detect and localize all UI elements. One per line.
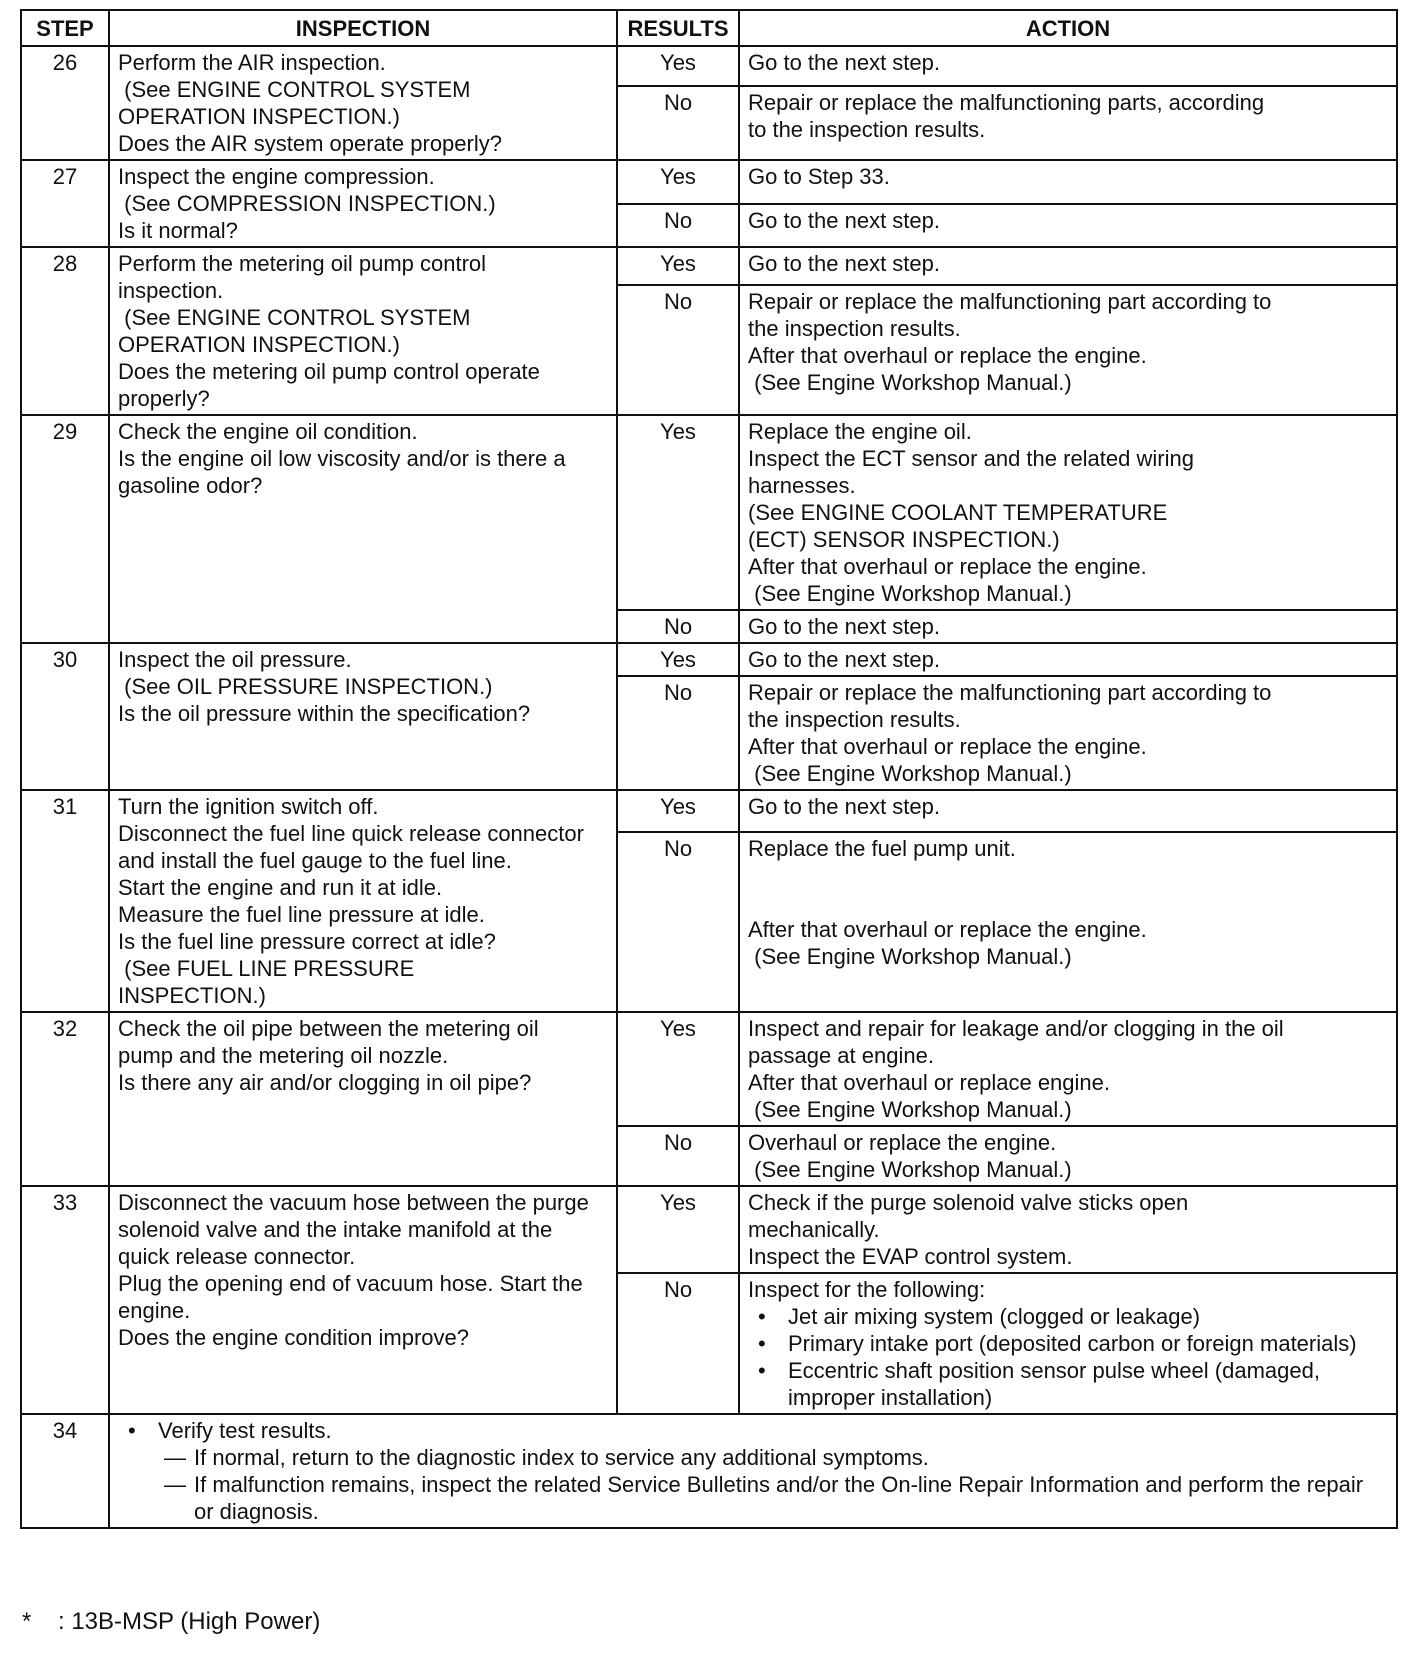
action-line: (See Engine Workshop Manual.)	[748, 1157, 1072, 1182]
action-line: Repair or replace the malfunctioning parts, according	[748, 90, 1265, 116]
inspection-line: Inspect the engine compression.	[118, 164, 435, 189]
action-line: Go to Step 33.	[748, 164, 890, 189]
inspection-cell	[109, 415, 617, 643]
action-line: After that overhaul or replace engine.	[748, 1070, 1111, 1095]
inspection-line: Check the engine oil condition.	[118, 419, 418, 444]
action-line: (See ENGINE COOLANT TEMPERATURE	[748, 500, 1168, 525]
inspection-line: Does the metering oil pump control operate	[118, 359, 540, 384]
action-line	[748, 889, 1388, 916]
table-row	[21, 415, 1397, 610]
result-cell: No	[617, 676, 739, 790]
action-line: Go to the next step.	[748, 207, 941, 233]
inspection-line: Does the engine condition improve?	[118, 1325, 470, 1350]
step-number-cell: 31	[21, 790, 109, 1012]
inspection-line: and install the fuel gauge to the fuel line.	[118, 848, 512, 873]
inspection-cell	[109, 1186, 617, 1414]
inspection-line: Check the oil pipe between the metering oil	[118, 1016, 539, 1041]
action-cell	[739, 610, 1397, 643]
footnote-text: : 13B-MSP (High Power)	[58, 1608, 321, 1635]
inspection-cell	[109, 1012, 617, 1186]
inspection-line: Perform the AIR inspection.	[118, 50, 386, 75]
result-cell: No	[617, 1126, 739, 1186]
action-line: Inspect the EVAP control system.	[748, 1244, 1073, 1269]
action-cell	[739, 676, 1397, 790]
verify-sub-item	[118, 1444, 1388, 1471]
final-verification-cell	[109, 1414, 1397, 1528]
result-cell: Yes	[617, 790, 739, 832]
action-line: passage at engine.	[748, 1043, 934, 1068]
inspection-line: (See ENGINE CONTROL SYSTEM	[118, 77, 471, 102]
action-line: Replace the engine oil.	[748, 419, 972, 444]
action-cell	[739, 46, 1397, 86]
table-row	[21, 1414, 1397, 1528]
inspection-cell	[109, 247, 617, 415]
inspection-line: (See OIL PRESSURE INSPECTION.)	[118, 674, 493, 699]
inspection-line: Inspect the oil pressure.	[118, 647, 352, 672]
action-line: (ECT) SENSOR INSPECTION.)	[748, 527, 1060, 552]
action-line: (See Engine Workshop Manual.)	[748, 1097, 1072, 1122]
inspection-line: (See ENGINE CONTROL SYSTEM	[118, 305, 471, 330]
inspection-line: Disconnect the fuel line quick release connector	[118, 821, 584, 846]
inspection-line: Measure the fuel line pressure at idle.	[118, 902, 485, 927]
action-cell	[739, 1126, 1397, 1186]
step-number-cell: 27	[21, 160, 109, 247]
inspection-line: inspection.	[118, 278, 224, 303]
action-line: (See Engine Workshop Manual.)	[748, 369, 1072, 395]
inspection-line: (See COMPRESSION INSPECTION.)	[118, 191, 496, 216]
step-number-cell: 30	[21, 643, 109, 790]
inspection-line: engine.	[118, 1298, 191, 1323]
action-cell	[739, 1273, 1397, 1414]
action-line: After that overhaul or replace the engine.	[748, 342, 1147, 368]
action-line: to the inspection results.	[748, 117, 986, 143]
action-cell	[739, 1012, 1397, 1126]
action-bullet-item: • Primary intake port (deposited carbon or foreign materials)	[748, 1330, 1388, 1357]
inspection-line: Perform the metering oil pump control	[118, 251, 487, 276]
action-line: Go to the next step.	[748, 614, 941, 639]
action-cell	[739, 204, 1397, 248]
action-line: the inspection results.	[748, 707, 961, 732]
footnote	[22, 1608, 320, 1636]
action-line: Inspect the ECT sensor and the related wiring	[748, 446, 1194, 471]
inspection-cell	[109, 46, 617, 160]
action-line: (See Engine Workshop Manual.)	[748, 944, 1072, 970]
inspection-line: Disconnect the vacuum hose between the purge	[118, 1190, 589, 1215]
result-cell: Yes	[617, 643, 739, 676]
result-cell: Yes	[617, 415, 739, 610]
inspection-line: solenoid valve and the intake manifold at the	[118, 1217, 553, 1242]
result-cell: No	[617, 1273, 739, 1414]
result-cell: Yes	[617, 1186, 739, 1273]
result-cell: No	[617, 610, 739, 643]
action-cell	[739, 86, 1397, 160]
action-line: Go to the next step.	[748, 50, 941, 75]
table-row	[21, 1186, 1397, 1273]
result-cell: Yes	[617, 46, 739, 86]
action-cell	[739, 285, 1397, 415]
step-number-cell: 26	[21, 46, 109, 160]
inspection-line: Is there any air and/or clogging in oil pipe?	[118, 1070, 532, 1095]
table-row	[21, 247, 1397, 285]
step-number-cell: 32	[21, 1012, 109, 1186]
header-inspection: INSPECTION	[109, 10, 617, 46]
inspection-line: Is the oil pressure within the specification?	[118, 701, 531, 726]
inspection-line: gasoline odor?	[118, 473, 263, 498]
action-line: Repair or replace the malfunctioning part according to	[748, 288, 1272, 314]
action-cell	[739, 1186, 1397, 1273]
inspection-cell	[109, 160, 617, 247]
header-results: RESULTS	[617, 10, 739, 46]
inspection-cell	[109, 790, 617, 1012]
action-line: Replace the fuel pump unit.	[748, 836, 1016, 862]
result-cell: No	[617, 86, 739, 160]
action-line: Go to the next step.	[748, 794, 941, 819]
action-cell	[739, 790, 1397, 832]
inspection-line: Is the fuel line pressure correct at idle?	[118, 929, 496, 954]
inspection-line: Plug the opening end of vacuum hose. Start the	[118, 1271, 583, 1296]
table-row	[21, 1012, 1397, 1126]
inspection-line: Is the engine oil low viscosity and/or is there a	[118, 446, 566, 471]
action-bullet-item: • Jet air mixing system (clogged or leakage)	[748, 1303, 1388, 1330]
action-cell	[739, 832, 1397, 1012]
action-bullet-item: • Eccentric shaft position sensor pulse wheel (damaged, improper installation)	[748, 1357, 1388, 1411]
action-line: After that overhaul or replace the engine.	[748, 554, 1147, 579]
result-cell: Yes	[617, 247, 739, 285]
result-cell: Yes	[617, 1012, 739, 1126]
diagnostic-table	[20, 9, 1398, 1529]
action-line: Go to the next step.	[748, 251, 941, 276]
table-row	[21, 643, 1397, 676]
table-body	[21, 46, 1397, 1528]
table-row	[21, 46, 1397, 86]
verify-sub-item	[118, 1471, 1388, 1525]
result-cell: No	[617, 204, 739, 248]
action-cell	[739, 160, 1397, 204]
inspection-line: properly?	[118, 386, 210, 411]
action-line: harnesses.	[748, 473, 856, 498]
action-line: (See Engine Workshop Manual.)	[748, 581, 1072, 606]
step-number-cell: 34	[21, 1414, 109, 1528]
inspection-line: Is it normal?	[118, 218, 238, 243]
step-number-cell: 29	[21, 415, 109, 643]
step-number-cell: 33	[21, 1186, 109, 1414]
verify-sub-text: If malfunction remains, inspect the related Service Bulletins and/or the On-line Repair Information and perform the repair or diagnosis.	[194, 1472, 1364, 1524]
inspection-line: OPERATION INSPECTION.)	[118, 332, 400, 357]
header-step: STEP	[21, 10, 109, 46]
action-line: the inspection results.	[748, 315, 961, 341]
inspection-line: Turn the ignition switch off.	[118, 794, 379, 819]
action-line: After that overhaul or replace the engine.	[748, 917, 1147, 943]
action-line: Check if the purge solenoid valve sticks open	[748, 1190, 1189, 1215]
action-line: Go to the next step.	[748, 647, 941, 672]
inspection-cell	[109, 643, 617, 790]
result-cell: No	[617, 285, 739, 415]
action-line: Inspect for the following:	[748, 1277, 986, 1302]
inspection-line: OPERATION INSPECTION.)	[118, 104, 400, 129]
step-number-cell: 28	[21, 247, 109, 415]
table-row	[21, 160, 1397, 204]
action-line: (See Engine Workshop Manual.)	[748, 761, 1072, 786]
diagnostic-procedure-sheet	[20, 9, 1396, 1529]
action-line: Repair or replace the malfunctioning part according to	[748, 680, 1272, 705]
action-line	[748, 862, 1388, 889]
action-cell	[739, 247, 1397, 285]
header-action: ACTION	[739, 10, 1397, 46]
verify-bullet: • Verify test results.	[118, 1417, 1388, 1444]
action-cell	[739, 415, 1397, 610]
inspection-line: quick release connector.	[118, 1244, 356, 1269]
action-line: After that overhaul or replace the engine.	[748, 734, 1147, 759]
action-line: Overhaul or replace the engine.	[748, 1130, 1057, 1155]
dash-marker: —	[164, 1472, 186, 1497]
dash-marker: —	[164, 1445, 186, 1470]
action-cell	[739, 643, 1397, 676]
inspection-line: Does the AIR system operate properly?	[118, 131, 502, 156]
inspection-line: (See FUEL LINE PRESSURE	[118, 956, 415, 981]
inspection-line: Start the engine and run it at idle.	[118, 875, 443, 900]
table-header-row	[21, 10, 1397, 46]
result-cell: Yes	[617, 160, 739, 204]
verify-sub-text: If normal, return to the diagnostic index to service any additional symptoms.	[194, 1445, 929, 1470]
action-line: Inspect and repair for leakage and/or clogging in the oil	[748, 1016, 1284, 1041]
action-line: mechanically.	[748, 1217, 880, 1242]
table-row	[21, 790, 1397, 832]
footnote-marker: *	[22, 1608, 32, 1635]
result-cell: No	[617, 832, 739, 1012]
inspection-line: INSPECTION.)	[118, 983, 266, 1008]
inspection-line: pump and the metering oil nozzle.	[118, 1043, 449, 1068]
